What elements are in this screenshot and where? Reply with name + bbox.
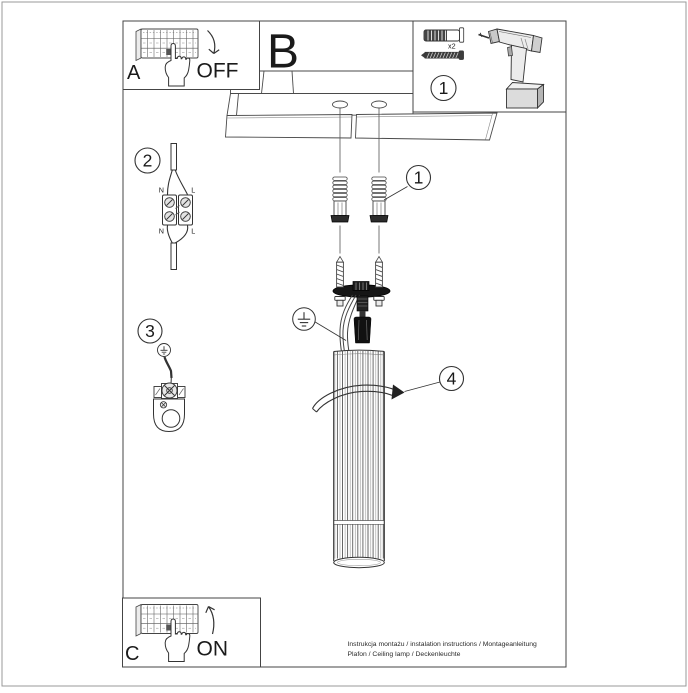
- parts-quantity: x2: [448, 42, 456, 51]
- callout-dowels-number: 1: [414, 168, 424, 188]
- wall-plug-part-icon: [424, 28, 464, 42]
- fuse-panel-icon-c: [136, 605, 198, 637]
- step-a-box: [123, 21, 260, 90]
- step-a-state: OFF: [197, 60, 239, 83]
- label-n-top: N: [159, 186, 164, 195]
- hook-bracket: [154, 399, 185, 432]
- fuse-panel-icon: [136, 29, 198, 61]
- wall-plug-icon-left: [331, 177, 349, 222]
- ground-icon-small: [158, 344, 171, 357]
- step-a-label: A: [127, 62, 141, 84]
- mounting-hole-right: [372, 101, 387, 108]
- cable-top: [171, 144, 177, 171]
- step-b-label: B: [267, 26, 299, 79]
- lamp-shade: [334, 350, 385, 568]
- mounting-screw-right: [376, 257, 383, 288]
- callout-shade-number: 4: [447, 369, 457, 389]
- shade-seam: [334, 521, 385, 525]
- mounting-screw-left: [337, 257, 344, 288]
- step-c-label: C: [125, 643, 139, 665]
- label-l-bottom: L: [191, 227, 195, 236]
- shade-bottom-rim: [334, 557, 385, 567]
- step-c-box: [123, 598, 261, 667]
- parts-box: [413, 21, 566, 112]
- screw-part-icon: [421, 51, 464, 60]
- step-c-state: ON: [197, 638, 229, 661]
- callout-ground-number: 3: [145, 321, 155, 341]
- footer-line1: Instrukcja montażu / instalation instructions / Montageanleitung: [348, 641, 538, 648]
- mounting-hole-left: [333, 101, 348, 108]
- callout-connector-number: 2: [143, 151, 153, 171]
- footer-line2: Plafon / Ceiling lamp / Deckenleuchte: [348, 651, 461, 658]
- label-l-top: L: [191, 186, 195, 195]
- cable-bottom: [171, 243, 177, 270]
- parts-box-number: 1: [439, 78, 449, 98]
- label-n-bottom: N: [159, 227, 164, 236]
